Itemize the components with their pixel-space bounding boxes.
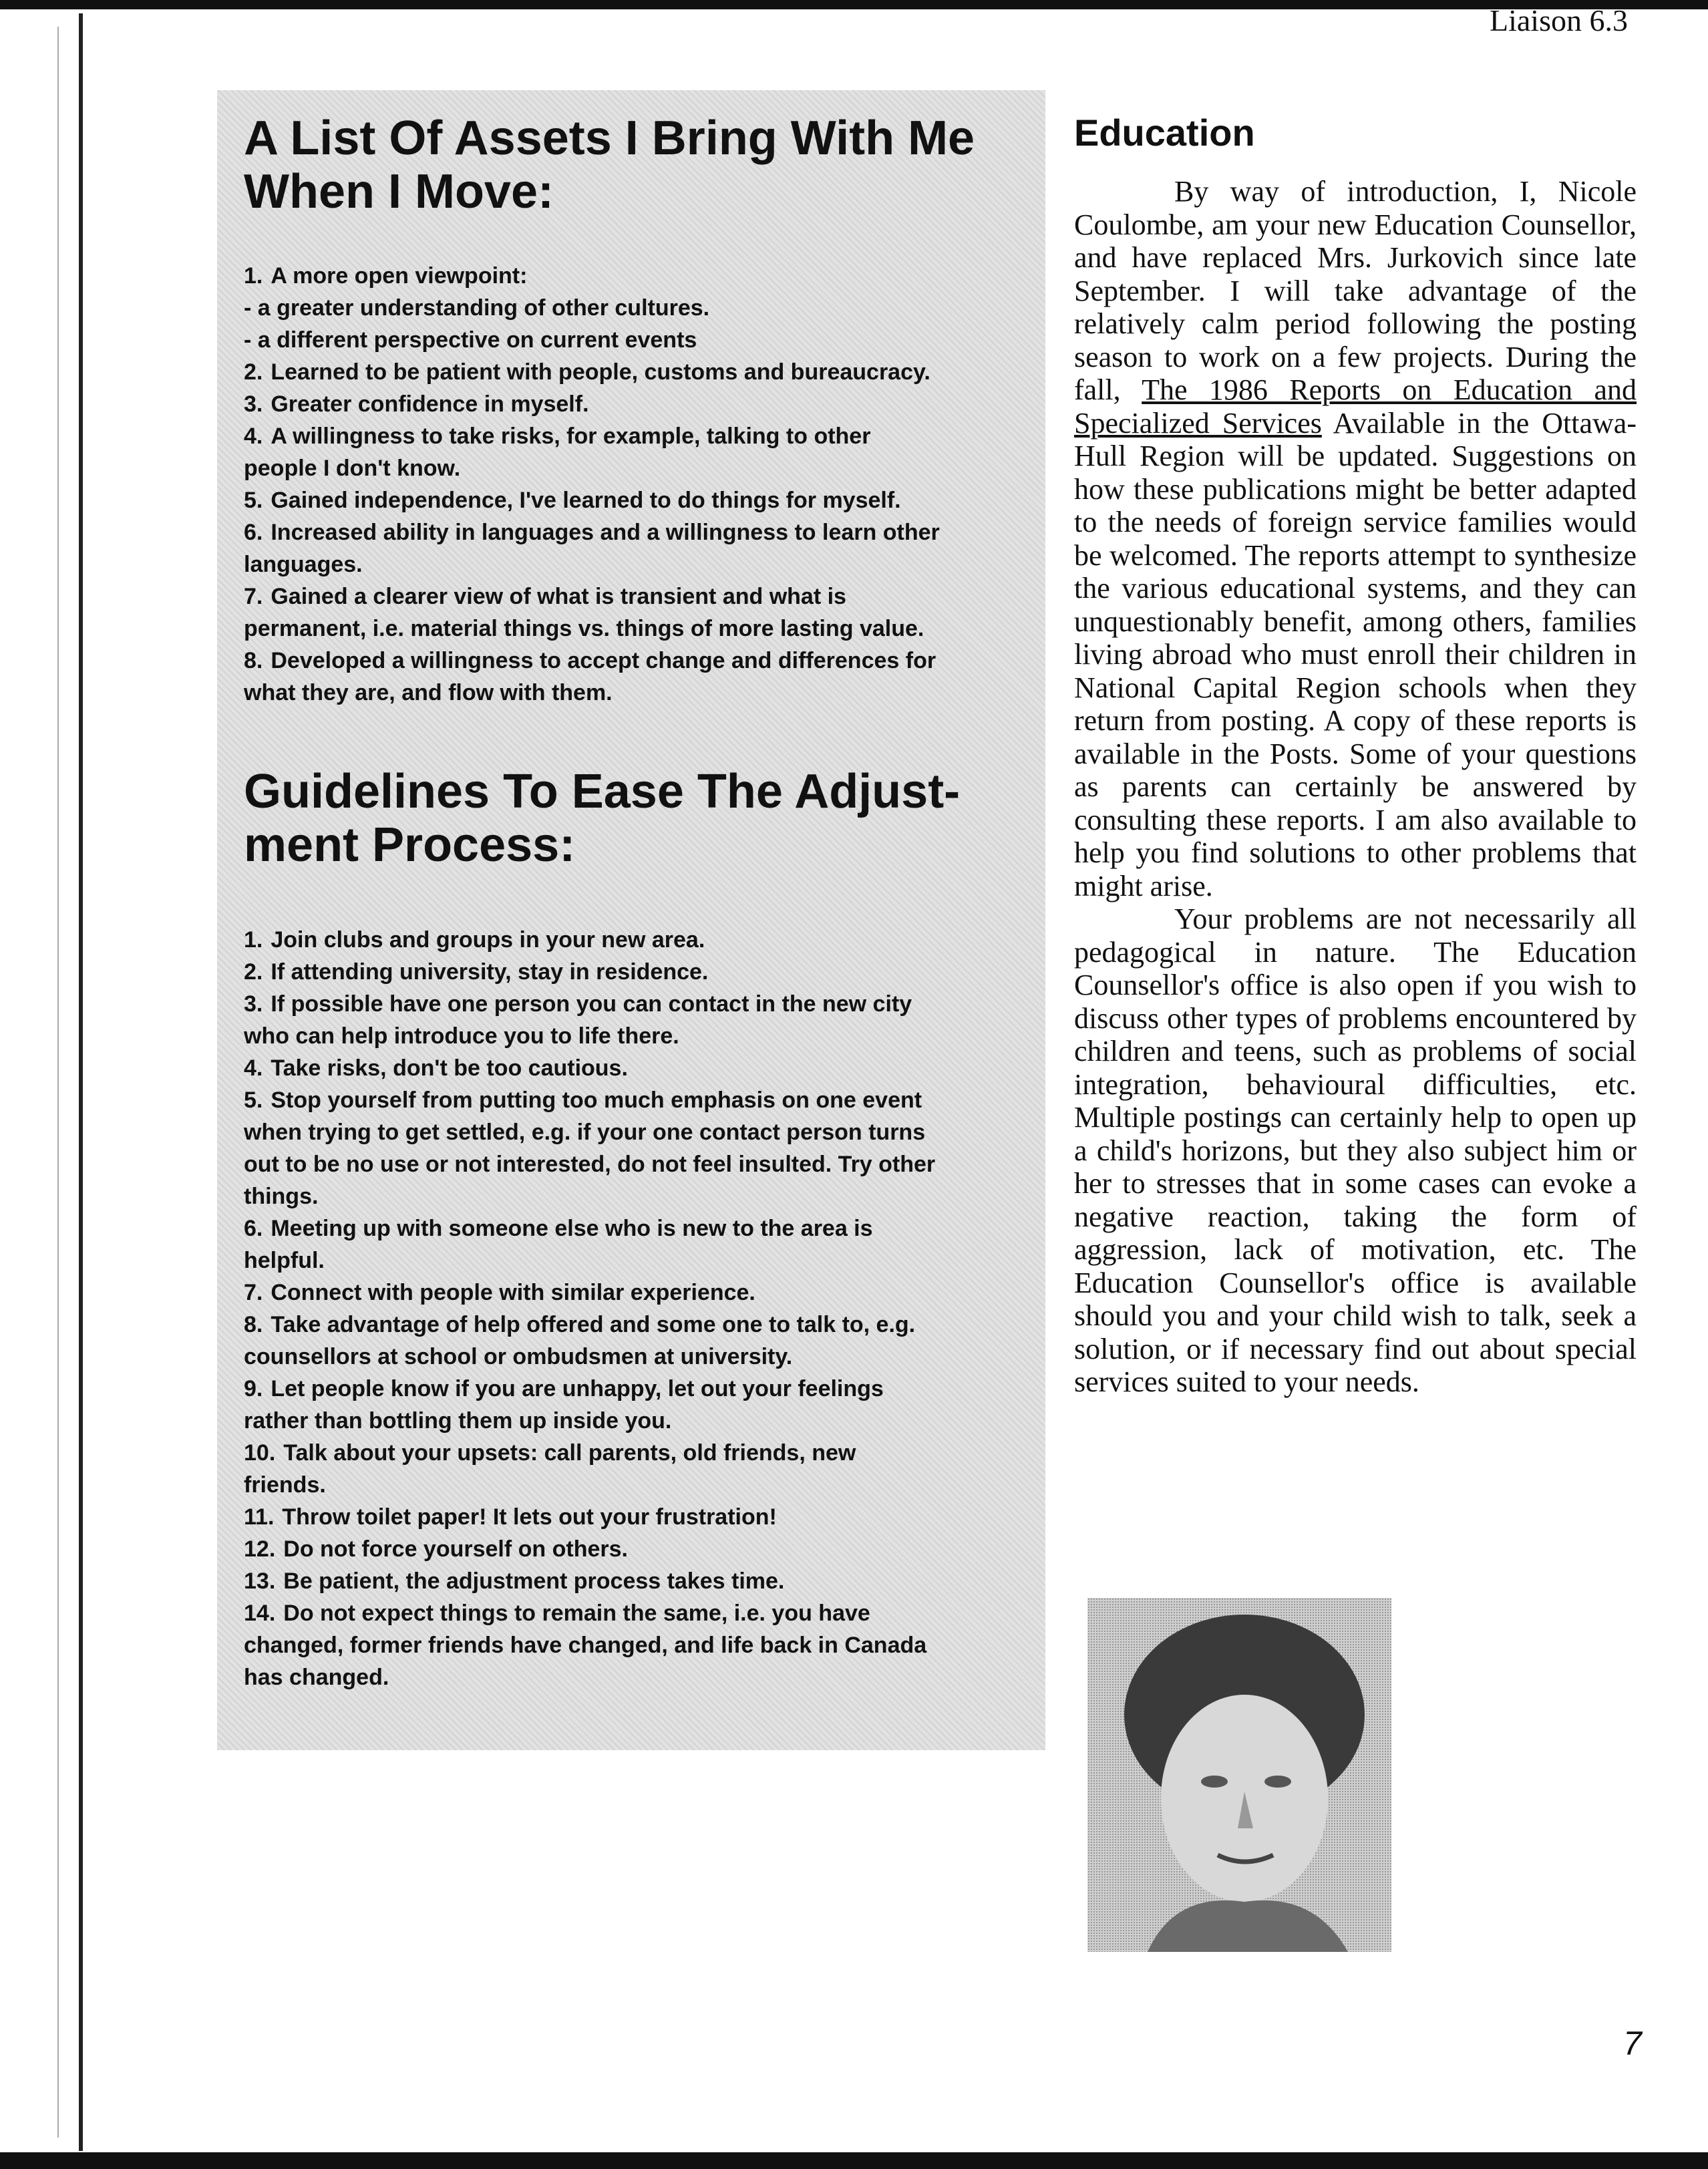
item-text: A more open viewpoint: <box>271 263 528 289</box>
issue-label: Liaison 6.3 <box>1490 3 1628 37</box>
item-number: 9. <box>244 1376 263 1401</box>
education-paragraph-2: Your problems are not necessarily all pedagogical in nature. The Education Counsellor's office is also open if you wish to discuss other types of problems encountered by children and teens, such as problems of social integration, behavioural difficulties, etc. Multiple postings can certainly help to open up a child's horizons, but they also subject him or her to stresses that in some cases can evoke a negative reaction, taking the form of aggression, lack of motivation, etc. The Education Counsellor's office is available should you and your child wish to talk, seek a solution, or if necessary find out about special services suited to your needs. <box>1074 902 1637 1398</box>
asset-item <box>244 292 1025 324</box>
asset-item-line <box>244 356 1025 388</box>
item-text: Take risks, don't be too cautious. <box>271 1055 628 1081</box>
education-paragraph-1 <box>1074 175 1637 902</box>
guideline-item-line <box>244 956 1025 988</box>
guideline-item-line <box>244 1373 1025 1405</box>
asset-item-line <box>244 516 1025 548</box>
item-text: rather than bottling them up inside you. <box>244 1408 672 1434</box>
p1-rest: Available in the Ottawa-Hull Region will be updated. Suggestions on how these publications might be better adapted to the needs of foreign service families would be welcomed. The reports attempt to synthesize the various educational systems, and they can unquestionably benefit, among others, families living abroad who must enroll their children in National Capital Region schools when they return from posting. A copy of these reports is available in the Posts. Some of your questions as parents can certainly be answered by consulting these reports. I am also available to help you find solutions to other problems that might arise. <box>1074 406 1637 902</box>
assets-list <box>244 260 1025 709</box>
guideline-item <box>244 1309 1025 1373</box>
asset-item-line <box>244 580 1025 613</box>
asset-item-line <box>244 452 1025 484</box>
guideline-item-line <box>244 988 1025 1020</box>
item-text: languages. <box>244 552 363 577</box>
guidelines-title-line2: ment Process: <box>244 818 576 872</box>
item-number: 5. <box>244 1088 263 1113</box>
guideline-item <box>244 924 1025 956</box>
item-text: permanent, i.e. material things vs. things of more lasting value. <box>244 616 924 641</box>
item-text: Do not force yourself on others. <box>283 1536 628 1562</box>
item-text: Connect with people with similar experience. <box>271 1280 755 1305</box>
asset-item <box>244 580 1025 645</box>
asset-item <box>244 356 1025 388</box>
guideline-item-line <box>244 1116 1025 1148</box>
page-number: 7 <box>1623 2025 1642 2062</box>
item-text: Gained independence, I've learned to do things for myself. <box>271 488 901 513</box>
item-number: 2. <box>244 359 263 385</box>
item-number: 2. <box>244 959 263 985</box>
item-number: 8. <box>244 648 263 673</box>
asset-item-line <box>244 645 1025 677</box>
item-text: Do not expect things to remain the same, i.e. you have <box>283 1601 870 1626</box>
guideline-item <box>244 1565 1025 1597</box>
item-text: Meeting up with someone else who is new to the area is <box>271 1216 873 1241</box>
binding-edge-line <box>57 27 59 2138</box>
item-text: Let people know if you are unhappy, let out your feelings <box>271 1376 884 1401</box>
guideline-item <box>244 988 1025 1052</box>
asset-item <box>244 420 1025 484</box>
guideline-item <box>244 1277 1025 1309</box>
assets-title-line1: A List Of Assets I Bring With Me <box>244 112 975 165</box>
item-text: - a greater understanding of other cultures. <box>244 295 710 321</box>
guideline-item <box>244 956 1025 988</box>
item-number: 10. <box>244 1440 276 1466</box>
item-number: 7. <box>244 584 263 609</box>
assets-title <box>244 112 1025 218</box>
item-text: friends. <box>244 1472 326 1498</box>
asset-item-line <box>244 260 1025 292</box>
guideline-item-line <box>244 1020 1025 1052</box>
guideline-item-line <box>244 1309 1025 1341</box>
item-number: 6. <box>244 520 263 545</box>
item-text: Greater confidence in myself. <box>271 391 589 417</box>
item-text: people I don't know. <box>244 456 461 481</box>
guideline-item <box>244 1084 1025 1212</box>
asset-item-line <box>244 292 1025 324</box>
item-number: 8. <box>244 1312 263 1337</box>
guidelines-title-line1: Guidelines To Ease The Adjust- <box>244 765 961 818</box>
item-text: has changed. <box>244 1665 389 1690</box>
guideline-item <box>244 1501 1025 1533</box>
asset-item <box>244 484 1025 516</box>
item-text: out to be no use or not interested, do not feel insulted. Try other <box>244 1152 936 1177</box>
item-text: helpful. <box>244 1248 325 1273</box>
guideline-item <box>244 1212 1025 1277</box>
item-text: changed, former friends have changed, and life back in Canada <box>244 1633 927 1658</box>
guideline-item-line <box>244 1405 1025 1437</box>
asset-item-line <box>244 548 1025 580</box>
guideline-item <box>244 1533 1025 1565</box>
item-text: Developed a willingness to accept change and differences for <box>271 648 936 673</box>
item-number: 1. <box>244 263 263 289</box>
asset-item <box>244 388 1025 420</box>
guideline-item-line <box>244 1437 1025 1469</box>
item-number: 4. <box>244 1055 263 1081</box>
reports-title: The 1986 Reports on Education and Specialized Services <box>1074 373 1637 440</box>
asset-item-line <box>244 388 1025 420</box>
guideline-item-line <box>244 1180 1025 1212</box>
item-number: 1. <box>244 927 263 953</box>
binding-edge <box>79 13 83 2151</box>
item-text: things. <box>244 1184 319 1209</box>
guideline-item-line <box>244 1597 1025 1629</box>
item-text: Increased ability in languages and a willingness to learn other <box>271 520 940 545</box>
asset-item <box>244 516 1025 580</box>
item-text: A willingness to take risks, for example, talking to other <box>271 424 871 449</box>
guideline-item-line <box>244 1341 1025 1373</box>
guideline-item-line <box>244 1533 1025 1565</box>
top-border <box>0 0 1708 9</box>
item-number: 3. <box>244 391 263 417</box>
asset-item <box>244 260 1025 292</box>
guidelines-list <box>244 924 1025 1693</box>
guideline-item-line <box>244 1148 1025 1180</box>
asset-item-line <box>244 324 1025 356</box>
item-number: 11. <box>244 1504 275 1530</box>
assets-title-line2: When I Move: <box>244 165 554 218</box>
guideline-item <box>244 1597 1025 1693</box>
guideline-item-line <box>244 1084 1025 1116</box>
item-number: 3. <box>244 991 263 1017</box>
asset-item <box>244 324 1025 356</box>
guideline-item-line <box>244 1212 1025 1244</box>
item-number: 6. <box>244 1216 263 1241</box>
item-text: Talk about your upsets: call parents, old friends, new <box>283 1440 856 1466</box>
item-number: 5. <box>244 488 263 513</box>
guideline-item-line <box>244 1244 1025 1277</box>
asset-item-line <box>244 484 1025 516</box>
education-article <box>1074 175 1637 1399</box>
p1-intro: By way of introduction, I, Nicole Coulombe, am your new Education Counsellor, and have replaced Mrs. Jurkovich since late September. I will take advantage of the relatively calm period following the posting season to work on a few projects. During the fall, <box>1074 175 1637 406</box>
item-text: who can help introduce you to life there. <box>244 1023 679 1049</box>
item-text: If attending university, stay in residence. <box>271 959 709 985</box>
guideline-item-line <box>244 924 1025 956</box>
item-text: counsellors at school or ombudsmen at university. <box>244 1344 793 1369</box>
guideline-item-line <box>244 1629 1025 1661</box>
guidelines-title <box>244 765 1025 872</box>
guideline-item-line <box>244 1277 1025 1309</box>
item-text: Learned to be patient with people, customs and bureaucracy. <box>271 359 930 385</box>
guideline-item-line <box>244 1661 1025 1693</box>
guideline-item-line <box>244 1565 1025 1597</box>
education-title: Education <box>1074 112 1255 154</box>
item-text: - a different perspective on current events <box>244 327 697 353</box>
guideline-item-line <box>244 1469 1025 1501</box>
guideline-item <box>244 1052 1025 1084</box>
item-text: Take advantage of help offered and some one to talk to, e.g. <box>271 1312 916 1337</box>
asset-item-line <box>244 613 1025 645</box>
item-text: Throw toilet paper! It lets out your frustration! <box>282 1504 777 1530</box>
item-text: what they are, and flow with them. <box>244 680 613 705</box>
item-text: Join clubs and groups in your new area. <box>271 927 705 953</box>
counsellor-portrait <box>1087 1598 1391 1952</box>
item-text: when trying to get settled, e.g. if your one contact person turns <box>244 1120 926 1145</box>
bottom-border <box>0 2152 1708 2169</box>
guideline-item-line <box>244 1052 1025 1084</box>
item-number: 14. <box>244 1601 276 1626</box>
item-number: 13. <box>244 1568 276 1594</box>
item-text: Gained a clearer view of what is transient and what is <box>271 584 846 609</box>
guideline-item <box>244 1437 1025 1501</box>
item-text: Be patient, the adjustment process takes time. <box>283 1568 785 1594</box>
item-text: Stop yourself from putting too much emphasis on one event <box>271 1088 922 1113</box>
assets-sidebar <box>217 90 1045 1750</box>
item-number: 4. <box>244 424 263 449</box>
asset-item-line <box>244 677 1025 709</box>
guideline-item-line <box>244 1501 1025 1533</box>
item-number: 7. <box>244 1280 263 1305</box>
item-number: 12. <box>244 1536 276 1562</box>
asset-item-line <box>244 420 1025 452</box>
portrait-image <box>1087 1598 1391 1952</box>
guideline-item <box>244 1373 1025 1437</box>
asset-item <box>244 645 1025 709</box>
item-text: If possible have one person you can contact in the new city <box>271 991 912 1017</box>
